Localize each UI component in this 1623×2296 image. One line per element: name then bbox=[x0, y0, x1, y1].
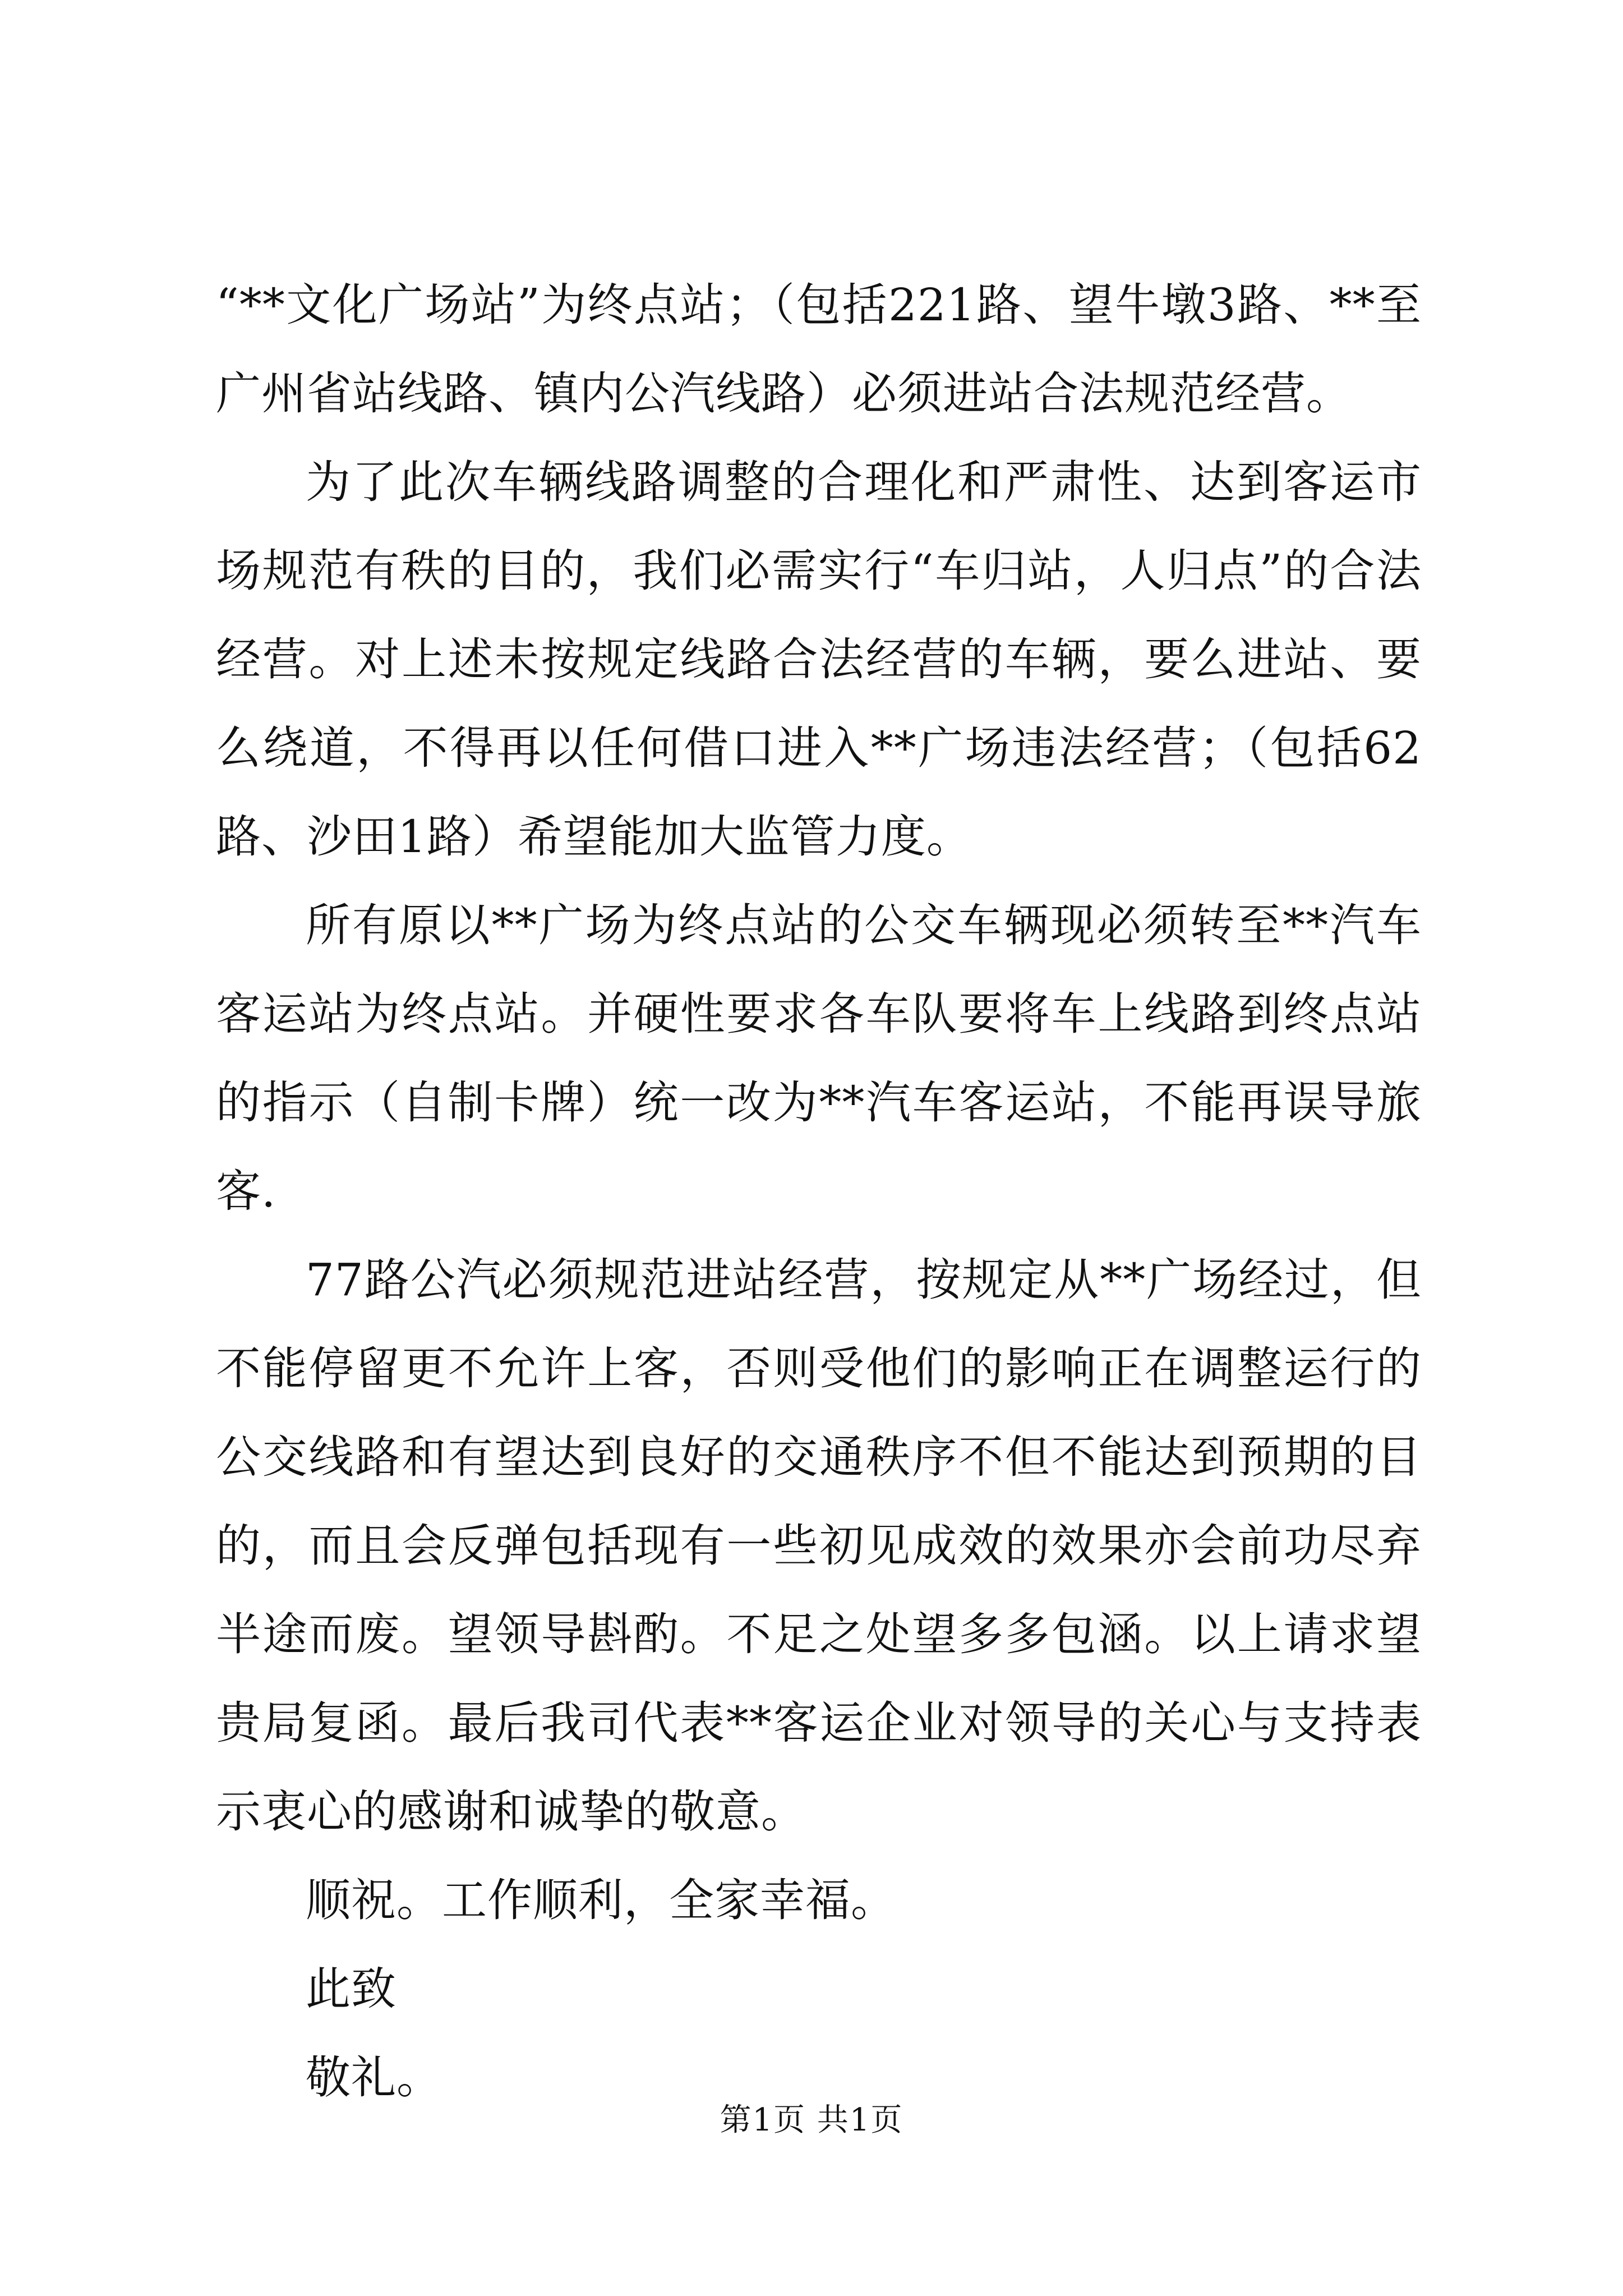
paragraph-route-77: 77路公汽必须规范进站经营，按规定从**广场经过，但不能停留更不允许上客，否则受他们的影响正在调整运行的公交线路和有望达到良好的交通秩序不但不能达到预期的目的，而且会反弹包括现有一些初见成效的效果亦会前功尽弃半途而废。望领导斟酌。不足之处望多多包涵。以上请求望贵局复函。最后我司代表**客运企业对领导的关心与支持表示衷心的感谢和诚挚的敬意。 bbox=[216, 1254, 1422, 1838]
page-footer bbox=[0, 2101, 1623, 2140]
paragraph-route-adjustment: 为了此次车辆线路调整的合理化和严肃性、达到客运市场规范有秩的目的，我们必需实行“车归站，人归点”的合法经营。对上述未按规定线路合法经营的车辆，要么进站、要么绕道，不得再以任何借口进入**广场违法经营；（包括62路、沙田1路）希望能加大监管力度。 bbox=[216, 456, 1422, 863]
closing-salutation-2: 敬礼。 bbox=[306, 2051, 442, 2104]
closing-wishes: 顺祝。工作顺利，全家幸福。 bbox=[306, 1874, 896, 1926]
letter-body bbox=[216, 261, 1422, 2122]
paragraph-continuation: “**文化广场站”为终点站；（包括221路、望牛墩3路、**至广州省站线路、镇内公汽线路）必须进站合法规范经营。 bbox=[216, 279, 1422, 420]
page-number: 第1页 共1页 bbox=[720, 2102, 903, 2138]
paragraph-terminal-change: 所有原以**广场为终点站的公交车辆现必须转至**汽车客运站为终点站。并硬性要求各车队要将车上线路到终点站的指示（自制卡牌）统一改为**汽车客运站，不能再误导旅客. bbox=[216, 899, 1422, 1217]
closing-salutation-1: 此致 bbox=[306, 1963, 396, 2015]
